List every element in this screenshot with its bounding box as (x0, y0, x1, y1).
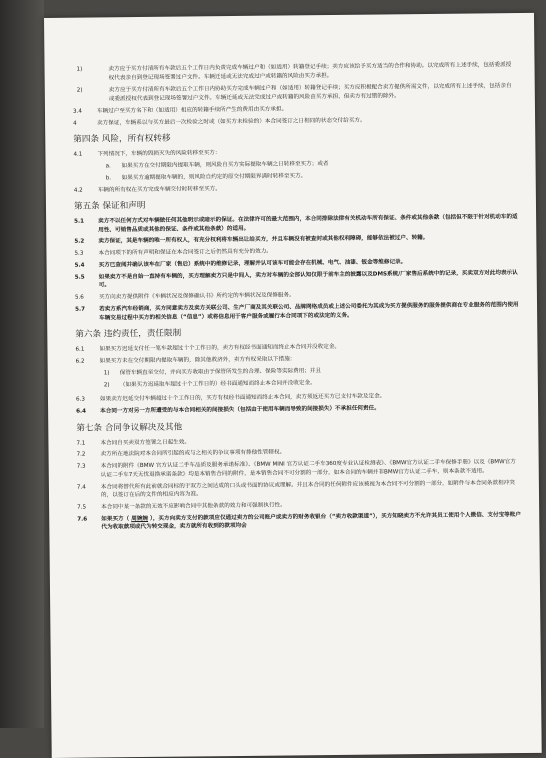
background-shadow (0, 0, 44, 728)
buyer-name-field: 周婉婉 (131, 515, 149, 522)
clause-text: 如果卖方不是自始一直持有车辆的，买方理解卖方只是中间人，卖方对车辆的全部认知仅限于前车主的披露以及DMS系统/厂家售后系统中的记录，买卖双方对此均表示认可。 (98, 269, 518, 289)
clause-number: 7.1 (76, 440, 86, 447)
clause-item (73, 82, 517, 104)
clause-text: ），买方向卖方支付的款项应仅通过卖方的公司账户或卖方的财务收银台（“卖方收款渠道”），买方知晓卖方不允许其员工使用个人微信、支付宝等账户代为收取款项或代为转交现金，卖方就所有收到的款项均会 (101, 511, 521, 531)
clause-item (75, 257, 519, 270)
clause-number: 4.1 (73, 151, 83, 158)
clause-text: 卖方应于买方付清所有车款后五个工作日内协助买方完成车辆过户和（如适用）转籍登记手续；买方应积极配合卖方提供所需文件，以完成所有上述手续，包括亲自或委派授权代表到登记现场签署过户文件。车辆迁延或无法完成过户或转籍的风险由买方承担，但卖方有过错的除外。 (108, 83, 512, 102)
section-heading: 第七条 合同争议解决及其他 (76, 422, 183, 434)
section-heading: 第五条 保证和声明 (73, 201, 146, 212)
clause-number: b. (105, 175, 112, 182)
clause-item (77, 499, 521, 512)
clause-number: 5.4 (74, 262, 85, 269)
clause-text: 如果买方逾期提取车辆的，则风险自约定的原交付期限界满时转移至买方。 (121, 172, 307, 181)
clause-text: 如果买方未在交付期限内提取车辆的，除其他救济外，卖方有权采取以下措施： (99, 356, 296, 365)
clause-text: 本合同项下的所有声明和保证在本合同签订之后仍然具有充分的效力。 (98, 248, 272, 257)
clause-item (77, 479, 521, 501)
clause-number: 6.4 (76, 408, 87, 415)
contract-text (73, 61, 522, 536)
clause-number: 7.3 (76, 463, 86, 470)
clause-text: 如果卖方迟延交付车辆超过十个工作日的，买方有权经书面通知而终止本合同，卖方须返还买方已支付车款及定金。 (99, 393, 386, 403)
clause-subitem (74, 170, 518, 183)
clause-text: 卖方所在地法院对本合同所引起的或与之相关的争议事项有排他性管辖权。 (100, 449, 286, 458)
clause-item (74, 213, 518, 235)
clause-number: 5.2 (74, 239, 85, 246)
clause-subitem (76, 377, 520, 390)
clause-item (74, 182, 518, 195)
clause-number: 5.7 (75, 306, 86, 313)
clause-item (77, 511, 521, 533)
clause-item (76, 403, 520, 416)
clause-item (73, 61, 517, 83)
clause-item (77, 446, 521, 459)
clause-item (75, 269, 519, 291)
clause-text: 保管车辆直至交付，并向买方收取由于保管所发生的合理、保险等实际费用；并且 (119, 367, 322, 376)
clause-text: 本合同的附件《BMW 官方认证二手车品质及服务承诺标准》、《BMW MINI 官方认证二手车360度专业认证检测表》、《BMW官方认证二手车保修手册》以及《BMW官方认证二手车7天无忧退换承诺条款》均是本销售合同的附件，是本销售合同不可分割的一部分，如本合同的车辆并非BMW官方认证二手车，则本条款不适用。 (100, 459, 516, 479)
clause-number: 5.5 (74, 274, 85, 281)
clause-item (75, 289, 519, 302)
clause-number: 6.2 (75, 358, 85, 365)
clause-number: 3.4 (72, 108, 82, 115)
clause-text: 本合同将替代所有此前就合同标的于双方之间达成的口头或书面的协议或理解。并且本合同的任何附件应该被视为本合同不可分割的一部分，如附件与本合同条款相冲突的，以签订在后的文件的相应内容为准。 (100, 479, 515, 499)
clause-number: 7.4 (76, 484, 86, 491)
clause-number: 4 (73, 120, 77, 127)
clause-item (77, 458, 521, 480)
clause-number: 5.1 (74, 218, 85, 225)
clause-number: 5.6 (74, 294, 84, 301)
clause-text: 本合同自买卖双方签署之日起生效。 (100, 439, 190, 447)
document-page (44, 13, 542, 758)
clause-text: 如果买方在交付期限内提取车辆，则风险自买方实际提取车辆之日转移至买方；或者 (121, 160, 329, 170)
clause-text: 车辆过户至买方名下和（如适用）相应的转籍手续所产生的费用由买方承担。 (96, 106, 288, 115)
clause-text: 卖方不以任何方式对车辆做任何其他明示或暗示的保证。在法律许可的最大范围内，本合同排除法律有关机动车所有保证、条件或其他条款（包括但不限于针对机动车的适用性、可销售品质或其他的保证、条件或其他条款）的适用。 (98, 214, 518, 234)
clause-item (76, 435, 520, 448)
clause-item (73, 115, 517, 128)
clause-number: 4.2 (73, 187, 83, 194)
clause-item (76, 353, 520, 366)
clause-number: 6.3 (75, 396, 85, 403)
clause-number: 7.2 (76, 452, 86, 459)
clause-text: 如果买方迟延支付任一笔车款超过十个工作日的，卖方有权经书面通知而终止本合同并没收定金。 (99, 344, 341, 353)
clause-text: 下列情况下，车辆的毁损灭失的风险转移至买方： (97, 150, 221, 158)
clause-number: 2) (76, 87, 83, 94)
clause-item (75, 341, 519, 354)
clause-text: 本合同一方对另一方所遭受的与本合同相关的间接损失（包括由于使用车辆而导致的间接损失）不承担任何责任。 (100, 405, 380, 415)
clause-subitem (74, 158, 518, 171)
clause-text: 卖方保证，其是车辆的唯一所有权人，有充分权利将车辆出让给买方，并且车辆没有被查封或其他权利障碍，能够依法被过户、转籍。 (98, 235, 429, 245)
clause-number: 1) (103, 370, 110, 377)
clause-item (74, 234, 518, 247)
clause-text: 卖方保证，车辆系以与买方最后一次检验之时或（如买方未检验的）本合同签订之日相同的状态交付给买方。 (97, 117, 366, 127)
clause-number: 1) (76, 66, 83, 73)
clause-item (74, 245, 518, 258)
section-heading: 第六条 违约责任，责任限制 (75, 328, 182, 340)
clause-item (73, 103, 517, 116)
clause-text: 买方已查阅并确认该车在厂家（售后）系统中的维修记录，理解并认可该车可能会存在机械、电气、油漆、钣金等维修记录。 (98, 259, 407, 269)
clause-text: 如果买方（ (101, 515, 130, 523)
clause-number: 7.6 (77, 516, 88, 523)
clause-subitem (76, 365, 520, 378)
clause-number: 5.3 (74, 250, 84, 257)
clause-number: a. (105, 163, 111, 170)
clause-text: 若卖方系汽车经销商，买方同意卖方及卖方关联公司、生产厂商及其关联公司、品牌网络成员或上述公司委托为其成为买方提供服务的服务提供商在专业服务的范围内使用车辆交易过程中买方的相关信息（“信息”）或将信息用于客户服务或履行本合同项下的或法定的义务。 (99, 302, 519, 322)
clause-item (73, 146, 517, 159)
clause-text: 车辆的所有权在买方完成车辆交付时转移至买方。 (97, 185, 221, 193)
section-heading: 第四条 风险，所有权转移 (73, 133, 171, 145)
clause-number: 6.1 (75, 346, 85, 353)
clause-item (75, 301, 519, 323)
clause-number: 2) (103, 381, 110, 388)
clause-text: （如果买方迟延取车超过十个工作日的）经书面通知而终止本合同并没收定金。 (119, 379, 316, 388)
clause-text: 卖方应于买方付清所有车款后五个工作日内负责完成车辆过户和（如适用）转籍登记手续；卖方应该给予买方适当的合作和协助。以完成所有上述手续，包括委派授权代表亲自到登记现场签署过户文件。车辆迁延或无法完成过户或转籍的风险由买方承担。 (108, 62, 512, 81)
clause-text: 买方向卖方提供附件《车辆状况及保修确认书》所约定的车辆状况及保修服务。 (98, 292, 295, 301)
clause-text: 本合同中某一条款的无效不应影响合同中其他条款的效力和可强制执行性。 (101, 502, 286, 511)
clause-number: 7.5 (77, 504, 87, 511)
